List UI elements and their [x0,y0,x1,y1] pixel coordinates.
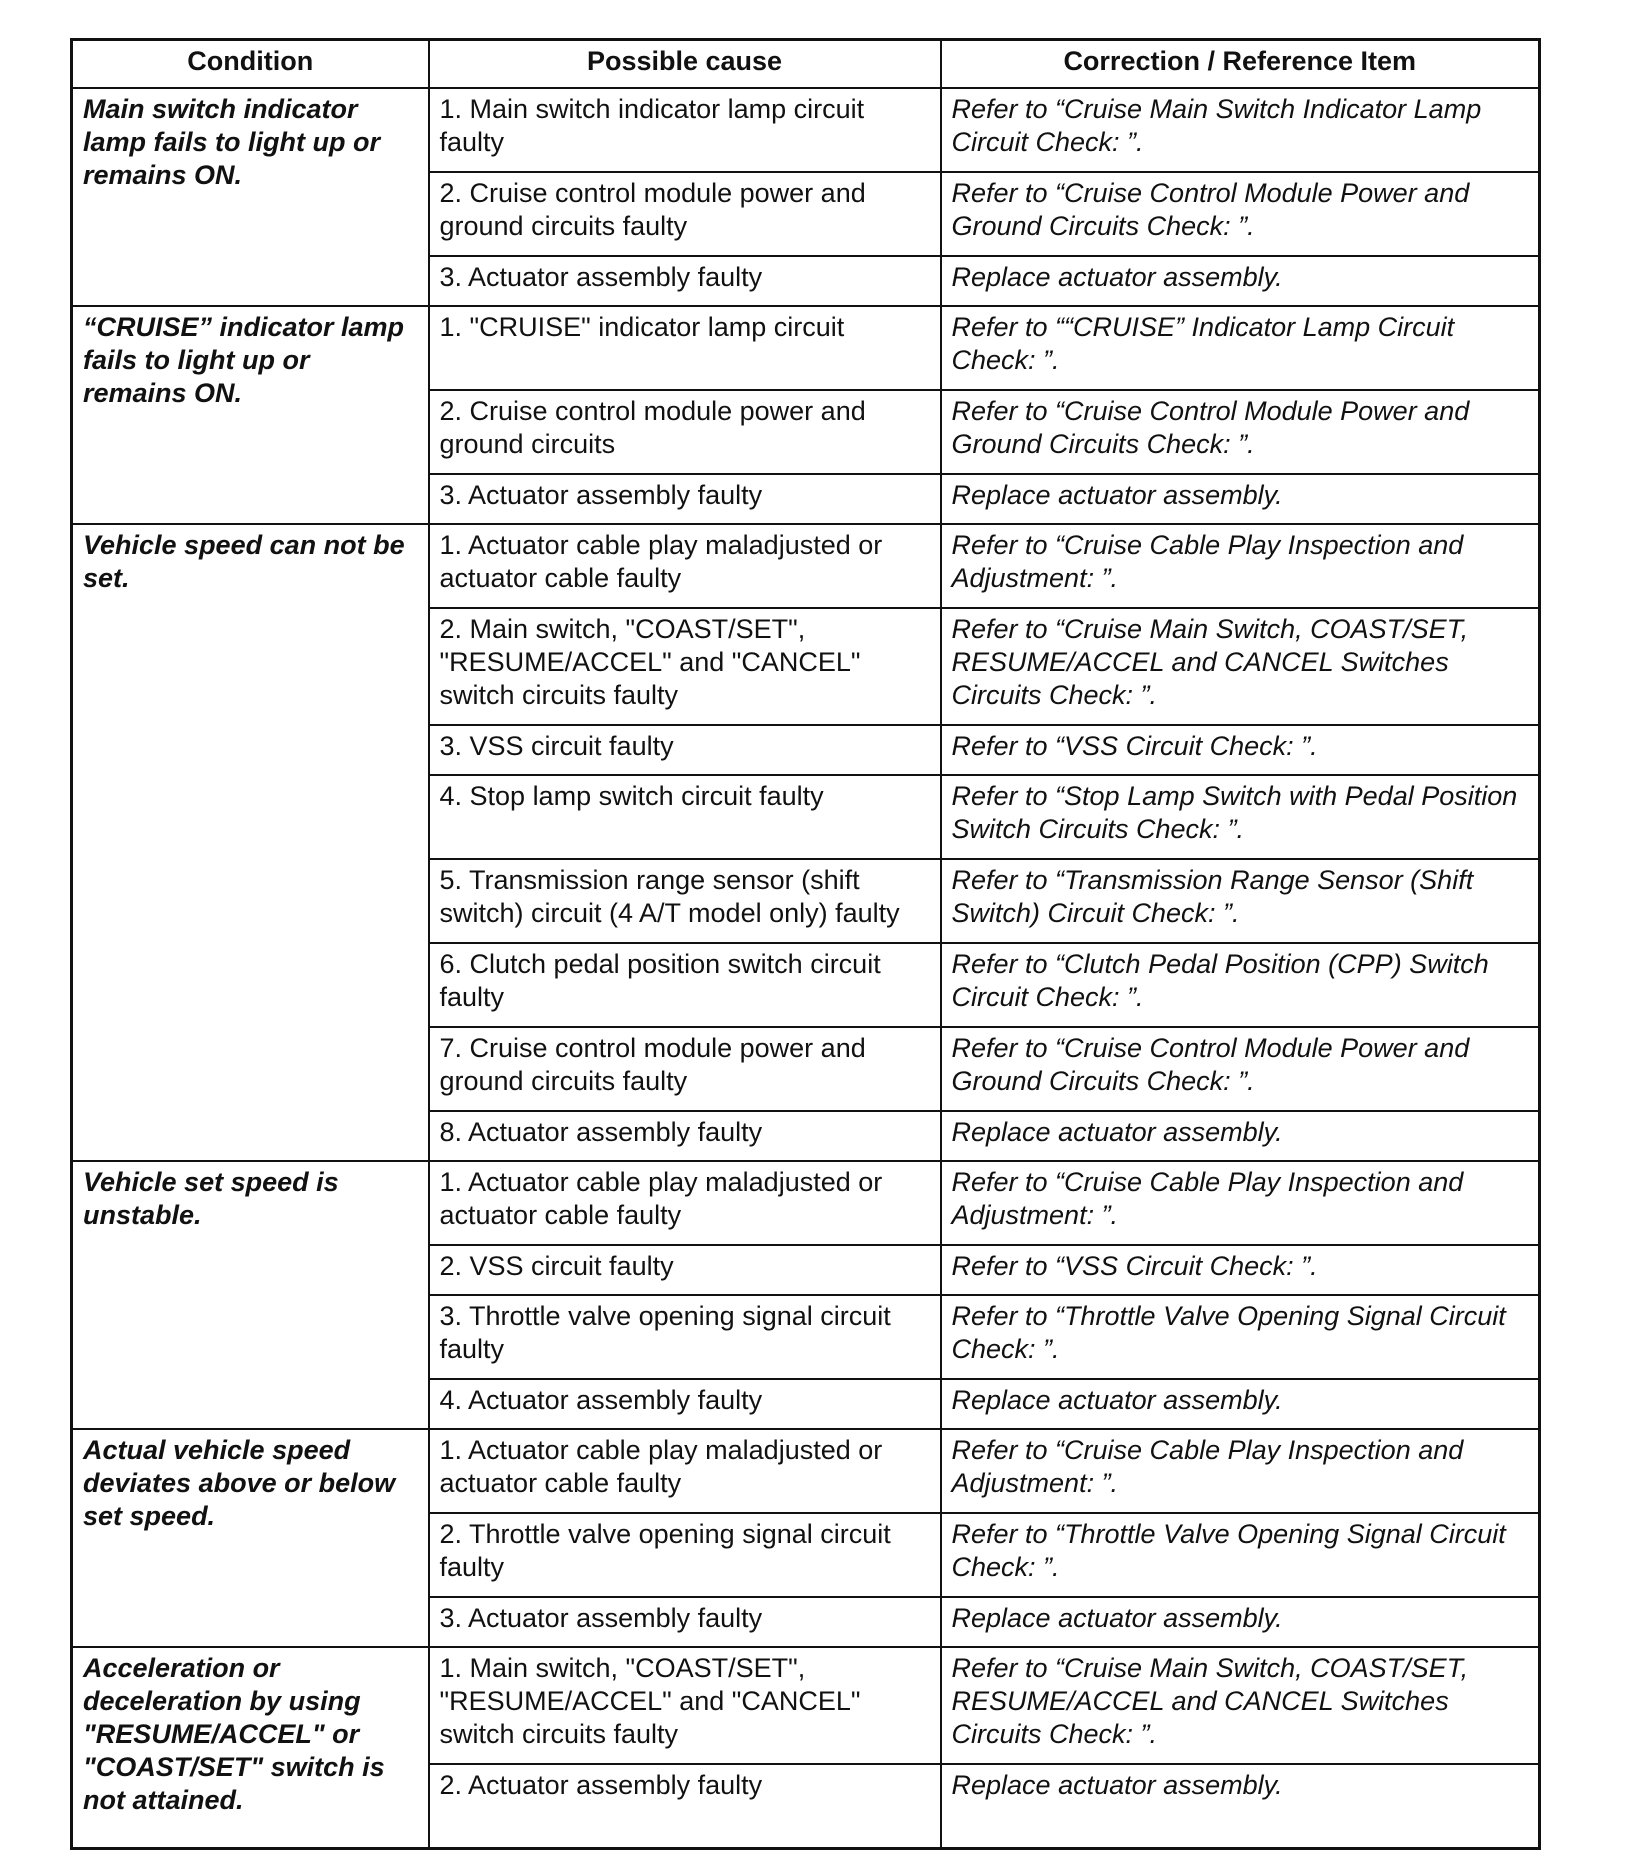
cause-cell: 1. Actuator cable play maladjusted or actuator cable faulty [429,1429,941,1513]
correction-cell: Refer to “Cruise Cable Play Inspection and Adjustment: ”. [941,1429,1540,1513]
table-row [72,88,1540,172]
correction-cell: Refer to “Cruise Main Switch Indicator Lamp Circuit Check: ”. [941,88,1540,172]
correction-cell: Refer to “Cruise Main Switch, COAST/SET, RESUME/ACCEL and CANCEL Switches Circuits Check: ”. [941,1647,1540,1764]
header-possible-cause: Possible cause [429,40,941,89]
correction-cell: Replace actuator assembly. [941,1597,1540,1647]
condition-cell: Actual vehicle speed deviates above or below set speed. [72,1429,429,1647]
condition-cell: “CRUISE” indicator lamp fails to light up or remains ON. [72,306,429,524]
correction-cell: Replace actuator assembly. [941,1111,1540,1161]
header-correction: Correction / Reference Item [941,40,1540,89]
cause-cell: 3. Actuator assembly faulty [429,256,941,306]
cause-cell: 2. Cruise control module power and ground circuits faulty [429,172,941,256]
correction-cell: Refer to “VSS Circuit Check: ”. [941,725,1540,775]
correction-cell: Replace actuator assembly. [941,474,1540,524]
correction-cell: Refer to “Stop Lamp Switch with Pedal Position Switch Circuits Check: ”. [941,775,1540,859]
condition-cell: Vehicle speed can not be set. [72,524,429,1161]
table-row [72,1429,1540,1513]
table-row [72,1647,1540,1764]
cause-cell: 2. Cruise control module power and ground circuits [429,390,941,474]
cause-cell: 1. Actuator cable play maladjusted or actuator cable faulty [429,524,941,608]
correction-cell: Refer to “Throttle Valve Opening Signal Circuit Check: ”. [941,1295,1540,1379]
cause-cell: 2. Actuator assembly faulty [429,1764,941,1849]
correction-cell: Refer to “Cruise Control Module Power and Ground Circuits Check: ”. [941,390,1540,474]
condition-cell: Acceleration or deceleration by using "RESUME/ACCEL" or "COAST/SET" switch is not attained. [72,1647,429,1849]
cause-cell: 1. Main switch, "COAST/SET", "RESUME/ACCEL" and "CANCEL" switch circuits faulty [429,1647,941,1764]
correction-cell: Refer to “Cruise Cable Play Inspection and Adjustment: ”. [941,524,1540,608]
header-condition: Condition [72,40,429,89]
correction-cell: Refer to “Cruise Control Module Power and Ground Circuits Check: ”. [941,1027,1540,1111]
cause-cell: 3. Actuator assembly faulty [429,1597,941,1647]
cause-cell: 2. VSS circuit faulty [429,1245,941,1295]
condition-cell: Main switch indicator lamp fails to light up or remains ON. [72,88,429,306]
correction-cell: Refer to “Clutch Pedal Position (CPP) Switch Circuit Check: ”. [941,943,1540,1027]
cause-cell: 1. Main switch indicator lamp circuit faulty [429,88,941,172]
troubleshooting-table [70,38,1541,1850]
cause-cell: 6. Clutch pedal position switch circuit faulty [429,943,941,1027]
cause-cell: 7. Cruise control module power and ground circuits faulty [429,1027,941,1111]
table-row [72,524,1540,608]
table-row [72,306,1540,390]
cause-cell: 3. Throttle valve opening signal circuit faulty [429,1295,941,1379]
correction-cell: Refer to ““CRUISE” Indicator Lamp Circuit Check: ”. [941,306,1540,390]
correction-cell: Refer to “Cruise Control Module Power and Ground Circuits Check: ”. [941,172,1540,256]
correction-cell: Replace actuator assembly. [941,1764,1540,1849]
cause-cell: 5. Transmission range sensor (shift switch) circuit (4 A/T model only) faulty [429,859,941,943]
cause-cell: 3. Actuator assembly faulty [429,474,941,524]
header-row [72,40,1540,89]
correction-cell: Refer to “Cruise Main Switch, COAST/SET, RESUME/ACCEL and CANCEL Switches Circuits Check: ”. [941,608,1540,725]
correction-cell: Replace actuator assembly. [941,256,1540,306]
correction-cell: Refer to “Throttle Valve Opening Signal Circuit Check: ”. [941,1513,1540,1597]
cause-cell: 2. Throttle valve opening signal circuit faulty [429,1513,941,1597]
cause-cell: 4. Actuator assembly faulty [429,1379,941,1429]
cause-cell: 4. Stop lamp switch circuit faulty [429,775,941,859]
correction-cell: Refer to “VSS Circuit Check: ”. [941,1245,1540,1295]
cause-cell: 3. VSS circuit faulty [429,725,941,775]
condition-cell: Vehicle set speed is unstable. [72,1161,429,1429]
table-row [72,1161,1540,1245]
correction-cell: Replace actuator assembly. [941,1379,1540,1429]
correction-cell: Refer to “Cruise Cable Play Inspection and Adjustment: ”. [941,1161,1540,1245]
cause-cell: 2. Main switch, "COAST/SET", "RESUME/ACCEL" and "CANCEL" switch circuits faulty [429,608,941,725]
correction-cell: Refer to “Transmission Range Sensor (Shift Switch) Circuit Check: ”. [941,859,1540,943]
cause-cell: 8. Actuator assembly faulty [429,1111,941,1161]
cause-cell: 1. "CRUISE" indicator lamp circuit [429,306,941,390]
cause-cell: 1. Actuator cable play maladjusted or actuator cable faulty [429,1161,941,1245]
